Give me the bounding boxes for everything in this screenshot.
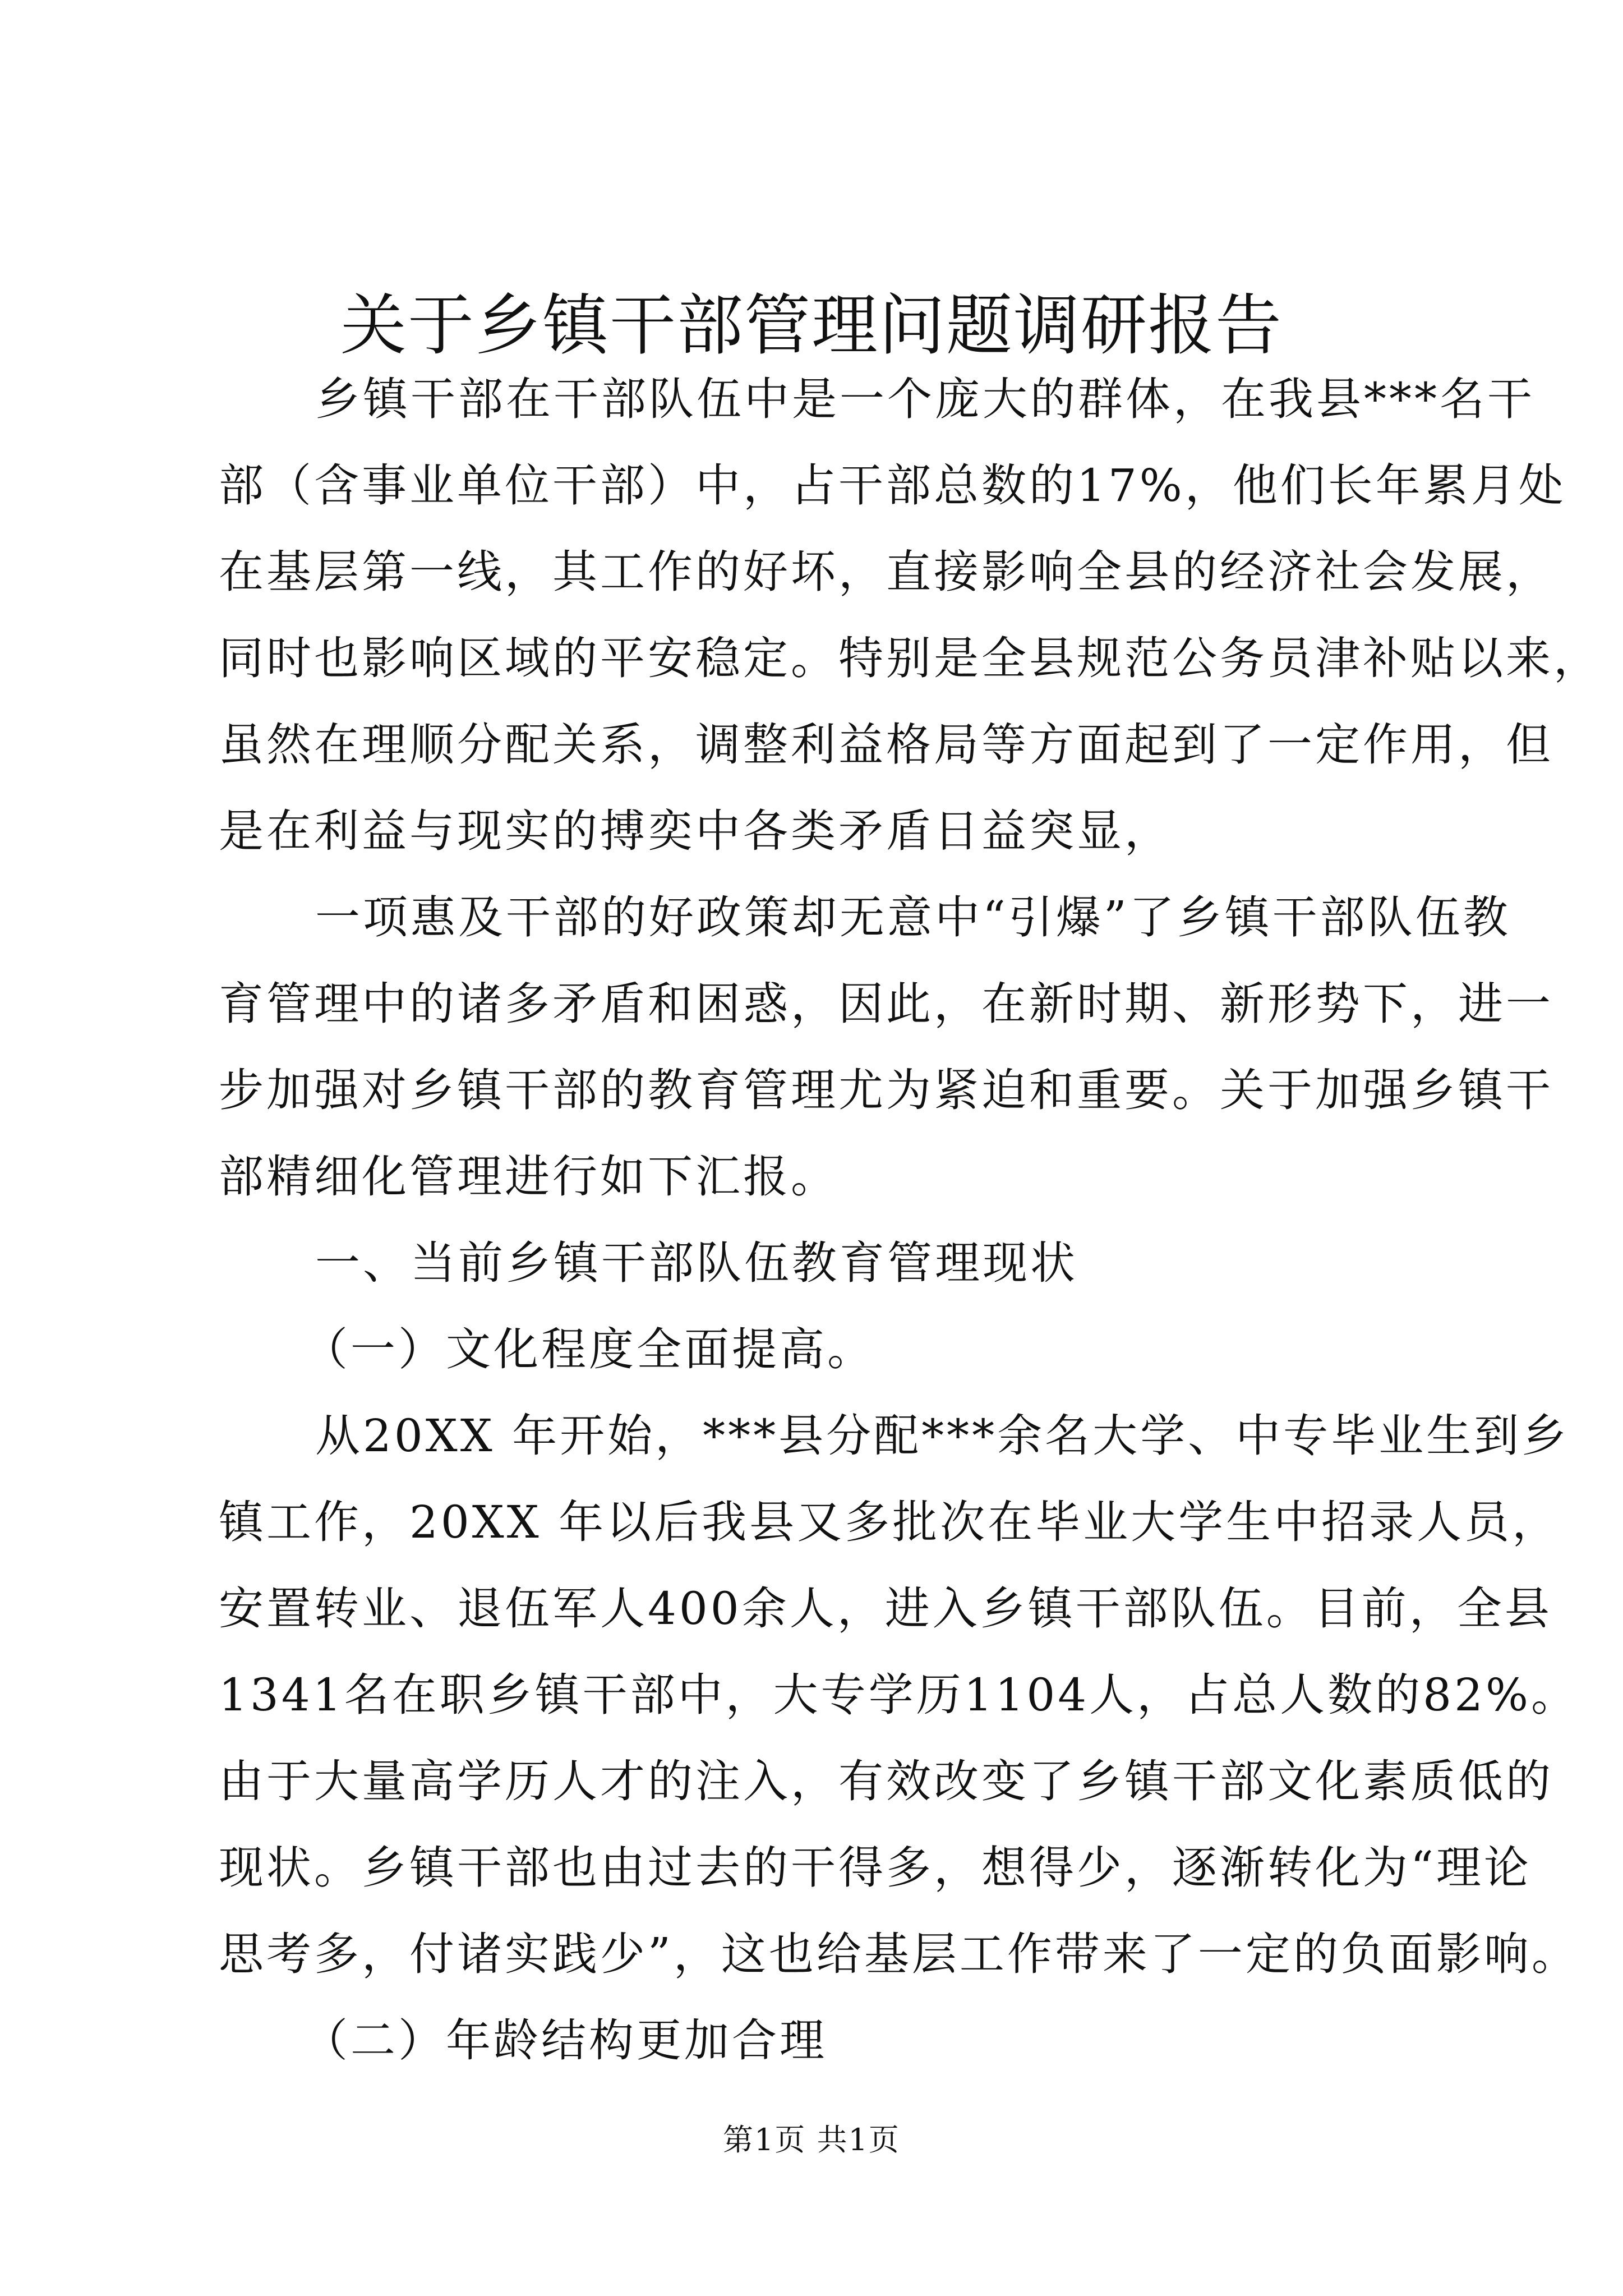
paragraph-1-line-5: 虽然在理顺分配关系，调整利益格局等方面起到了一定作用，但: [219, 719, 1553, 771]
paragraph-3-line-7: 思考多，付诸实践少”，这也给基层工作带来了一定的负面影响。: [219, 1928, 1579, 1980]
paragraph-2-line-3: 步加强对乡镇干部的教育管理尤为紧迫和重要。关于加强乡镇干: [219, 1064, 1553, 1116]
paragraph-1-line-6: 是在利益与现实的搏奕中各类矛盾日益突显，: [219, 805, 1172, 857]
paragraph-3-line-2: 镇工作，20XX 年以后我县又多批次在毕业大学生中招录人员，: [219, 1496, 1560, 1548]
paragraph-3-line-1: 从20XX 年开始，***县分配***余名大学、中专毕业生到乡: [315, 1410, 1570, 1462]
paragraph-3-line-4: 1341名在职乡镇干部中，大专学历1104人，占总人数的82%。: [219, 1669, 1579, 1721]
paragraph-1-line-4: 同时也影响区域的平安稳定。特别是全县规范公务员津补贴以来，: [219, 632, 1601, 684]
paragraph-2-line-2: 育管理中的诸多矛盾和困惑，因此，在新时期、新形势下，进一: [219, 978, 1553, 1030]
subsection-heading-2: （二）年龄结构更加合理: [303, 2014, 827, 2067]
paragraph-1-line-1: 乡镇干部在干部队伍中是一个庞大的群体，在我县***名干: [315, 373, 1535, 425]
paragraph-3-line-5: 由于大量高学历人才的注入，有效改变了乡镇干部文化素质低的: [219, 1755, 1553, 1807]
document-title: 关于乡镇干部管理问题调研报告: [340, 287, 1283, 364]
paragraph-2-line-4: 部精细化管理进行如下汇报。: [219, 1151, 838, 1203]
page-footer: 第1页 共1页: [723, 2122, 900, 2157]
section-heading-1: 一、当前乡镇干部队伍教育管理现状: [315, 1237, 1078, 1289]
paragraph-2-line-1: 一项惠及干部的好政策却无意中“引爆”了乡镇干部队伍教: [315, 891, 1511, 944]
paragraph-3-line-6: 现状。乡镇干部也由过去的干得多，想得少，逐渐转化为“理论: [219, 1842, 1532, 1894]
subsection-heading-1: （一）文化程度全面提高。: [303, 1323, 875, 1375]
document-body: [219, 356, 1601, 2084]
paragraph-1-line-2: 部（含事业单位干部）中，占干部总数的17%，他们长年累月处: [219, 459, 1566, 512]
paragraph-1-line-3: 在基层第一线，其工作的好坏，直接影响全县的经济社会发展，: [219, 546, 1553, 598]
paragraph-3-line-3: 安置转业、退伍军人400余人，进入乡镇干部队伍。目前，全县: [219, 1582, 1552, 1635]
